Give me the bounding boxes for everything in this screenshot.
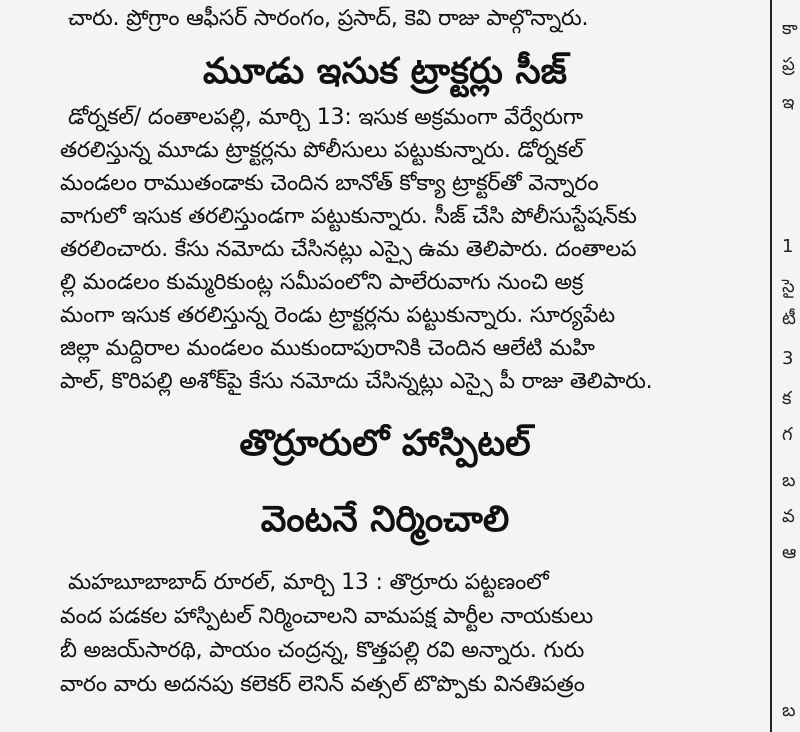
article1-line: మండలం రాముతండాకు చెందిన బానోత్ కోక్యా ట్రాక్టర్‌తో వెన్నారం <box>60 171 599 196</box>
article1-line: జిల్లా మద్దిరాల మండలం ముకుందాపురానికి చెందిన ఆలేటి మహి <box>60 336 595 361</box>
article1-headline: మూడు ఇసుక ట్రాక్టర్లు సీజ్ <box>203 51 567 92</box>
article2-line: వంద పడకల హాస్పిటల్ నిర్మించాలని వామపక్ష పార్టీల నాయకులు <box>60 604 594 629</box>
right-fragment: బ <box>782 700 796 721</box>
right-fragment: ఇ <box>782 92 795 113</box>
right-fragment: 3 <box>782 348 794 369</box>
article2-headline-line1: తొర్రూరులో హాస్పిటల్ <box>239 423 531 464</box>
right-fragment: గ <box>782 424 793 445</box>
right-fragment: ఆ <box>782 542 797 563</box>
article1-line: డోర్నకల్/ దంతాలపల్లి, మార్చి 13: ఇసుక అక్రమంగా వేర్వేరుగా <box>68 105 583 130</box>
right-fragment: సై <box>782 276 795 297</box>
right-fragment: ప్ర <box>782 54 795 75</box>
article1-line: పాల్, కొరిపల్లి అశోక్‌పై కేసు నమోదు చేసిన్నట్లు ఎస్సై పీ రాజు తెలిపారు. <box>60 369 653 394</box>
right-fragment: వ <box>782 506 795 527</box>
article2-headline-line2: వెంటనే నిర్మించాలి <box>260 499 510 540</box>
article2-line: మహబూబాబాద్ రూరల్, మార్చి 13 : తొర్రూరు పట్టణంలో <box>68 570 549 595</box>
article1-line: తరలిస్తున్న మూడు ట్రాక్టర్లను పోలీసులు పట్టుకున్నారు. డోర్నకల్ <box>60 138 584 163</box>
article1-line: మంగా ఇసుక తరలిస్తున్న రెండు ట్రాక్టర్లను పట్టుకున్నారు. సూర్యపేట <box>60 303 615 328</box>
right-column-fragment <box>772 0 800 732</box>
right-fragment: కా <box>782 18 798 39</box>
article1-line: వాగులో ఇసుక తరలిస్తుండగా పట్టుకున్నారు. సీజ్ చేసి పోలీసుస్టేషన్‌కు <box>60 204 637 229</box>
right-fragment: క <box>782 388 792 409</box>
article-top-line: చారు. ప్రోగ్రాం ఆఫీసర్ సారంగం, ప్రసాద్, కెవి రాజు పాల్గొన్నారు. <box>68 6 589 31</box>
article2-line: వారం వారు అదనపు కలెకర్ లెనిన్ వత్సల్ టొప్పొకు వినతిపత్రం <box>60 672 585 697</box>
article1-line: ల్లి మండలం కుమ్మరికుంట్ల సమీపంలోని పాలేరువాగు నుంచి అక్ర <box>60 270 584 295</box>
article1-line: తరలించారు. కేసు నమోదు చేసినట్లు ఎస్సై ఉమ తెలిపారు. దంతాలప <box>60 237 637 262</box>
article2-line: బీ అజయ్‌సారథి, పాయం చంద్రన్న, కొత్తపల్లి రవి అన్నారు. గురు <box>60 638 585 663</box>
right-fragment: 1 <box>782 236 794 257</box>
right-fragment: బ <box>782 470 796 491</box>
right-fragment: టీ <box>782 308 796 329</box>
